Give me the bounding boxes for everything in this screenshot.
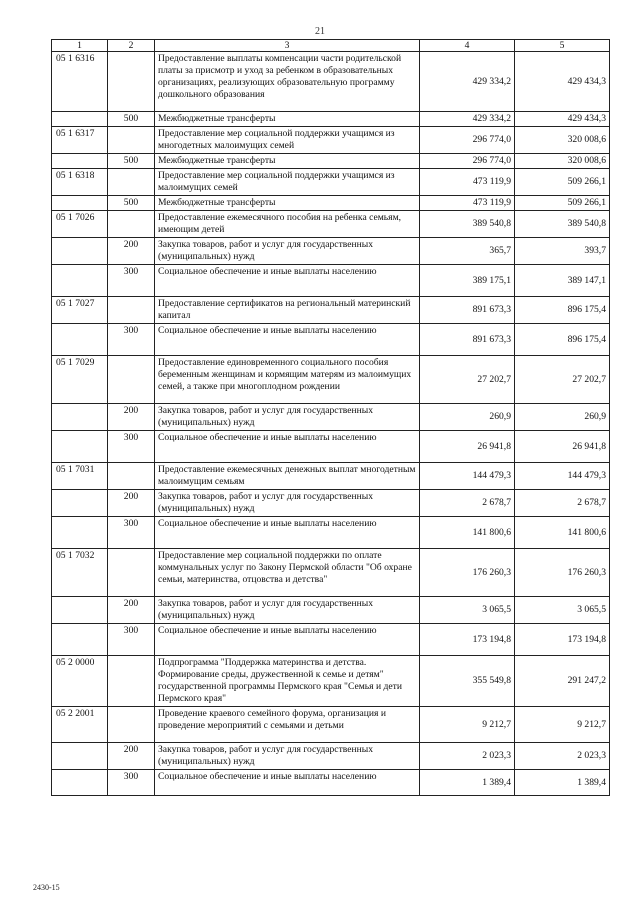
- target-code: 05 1 7026: [52, 211, 108, 238]
- target-code: [52, 196, 108, 211]
- target-code: 05 1 6317: [52, 127, 108, 154]
- amount-col-4: 891 673,3: [420, 324, 515, 356]
- target-code: [52, 517, 108, 549]
- amount-col-5: 291 247,2: [515, 656, 610, 707]
- amount-col-5: 26 941,8: [515, 431, 610, 463]
- item-name: Закупка товаров, работ и услуг для государственных (муниципальных) нужд: [155, 743, 420, 770]
- table-row: [52, 597, 610, 624]
- target-code: [52, 624, 108, 656]
- target-code: [52, 154, 108, 169]
- table-row: [52, 463, 610, 490]
- column-header: 1: [52, 40, 108, 52]
- expense-type-code: [108, 707, 155, 743]
- expense-type-code: [108, 169, 155, 196]
- item-name: Социальное обеспечение и иные выплаты населению: [155, 770, 420, 796]
- amount-col-4: 9 212,7: [420, 707, 515, 743]
- table-row: [52, 624, 610, 656]
- target-code: 05 1 7032: [52, 549, 108, 597]
- table-row: [52, 549, 610, 597]
- expense-type-code: 300: [108, 517, 155, 549]
- item-name: Социальное обеспечение и иные выплаты населению: [155, 624, 420, 656]
- expense-type-code: 500: [108, 154, 155, 169]
- document-footer-code: 2430-15: [33, 883, 60, 892]
- amount-col-4: 429 334,2: [420, 52, 515, 112]
- table-row: [52, 196, 610, 211]
- amount-col-5: 27 202,7: [515, 356, 610, 404]
- target-code: [52, 112, 108, 127]
- item-name: Межбюджетные трансферты: [155, 154, 420, 169]
- table-body: [52, 52, 610, 796]
- amount-col-4: 176 260,3: [420, 549, 515, 597]
- item-name: Подпрограмма "Поддержка материнства и детства. Формирование среды, дружественной к семье и детям" государственной программы Пермского края "Семья и дети Пермского края": [155, 656, 420, 707]
- amount-col-5: 509 266,1: [515, 169, 610, 196]
- target-code: 05 2 2001: [52, 707, 108, 743]
- item-name: Предоставление ежемесячных денежных выплат многодетным малоимущим семьям: [155, 463, 420, 490]
- amount-col-4: 891 673,3: [420, 297, 515, 324]
- amount-col-5: 320 008,6: [515, 127, 610, 154]
- amount-col-4: 2 678,7: [420, 490, 515, 517]
- item-name: Предоставление выплаты компенсации части родительской платы за присмотр и уход за ребенком в образовательных организациях, реализующих образовательную программу дошкольного образования: [155, 52, 420, 112]
- budget-table: [51, 39, 610, 796]
- amount-col-5: 144 479,3: [515, 463, 610, 490]
- amount-col-5: 389 540,8: [515, 211, 610, 238]
- expense-type-code: [108, 656, 155, 707]
- amount-col-4: 389 540,8: [420, 211, 515, 238]
- amount-col-5: 429 434,3: [515, 52, 610, 112]
- table-row: [52, 404, 610, 431]
- item-name: Закупка товаров, работ и услуг для государственных (муниципальных) нужд: [155, 404, 420, 431]
- target-code: [52, 743, 108, 770]
- item-name: Предоставление мер социальной поддержки по оплате коммунальных услуг по Закону Пермской области "Об охране семьи, материнства, отцовства и детства": [155, 549, 420, 597]
- amount-col-5: 429 434,3: [515, 112, 610, 127]
- column-header: 2: [108, 40, 155, 52]
- amount-col-5: 176 260,3: [515, 549, 610, 597]
- item-name: Предоставление мер социальной поддержки учащимся из малоимущих семей: [155, 169, 420, 196]
- table-row: [52, 238, 610, 265]
- item-name: Межбюджетные трансферты: [155, 196, 420, 211]
- table-row: [52, 656, 610, 707]
- expense-type-code: 300: [108, 265, 155, 297]
- amount-col-4: 173 194,8: [420, 624, 515, 656]
- amount-col-4: 473 119,9: [420, 169, 515, 196]
- expense-type-code: 300: [108, 770, 155, 796]
- amount-col-4: 141 800,6: [420, 517, 515, 549]
- amount-col-4: 260,9: [420, 404, 515, 431]
- item-name: Предоставление мер социальной поддержки учащимся из многодетных малоимущих семей: [155, 127, 420, 154]
- target-code: [52, 770, 108, 796]
- amount-col-4: 144 479,3: [420, 463, 515, 490]
- amount-col-4: 429 334,2: [420, 112, 515, 127]
- target-code: [52, 238, 108, 265]
- item-name: Предоставление ежемесячного пособия на ребенка семьям, имеющим детей: [155, 211, 420, 238]
- page-number: 21: [315, 26, 325, 37]
- table-row: [52, 517, 610, 549]
- table-row: [52, 211, 610, 238]
- expense-type-code: [108, 127, 155, 154]
- target-code: [52, 404, 108, 431]
- column-header: 3: [155, 40, 420, 52]
- amount-col-5: 896 175,4: [515, 297, 610, 324]
- column-header: 4: [420, 40, 515, 52]
- table-row: [52, 265, 610, 297]
- expense-type-code: [108, 356, 155, 404]
- item-name: Закупка товаров, работ и услуг для государственных (муниципальных) нужд: [155, 597, 420, 624]
- item-name: Предоставление сертификатов на региональный материнский капитал: [155, 297, 420, 324]
- target-code: [52, 490, 108, 517]
- amount-col-5: 260,9: [515, 404, 610, 431]
- expense-type-code: 200: [108, 404, 155, 431]
- table-row: [52, 154, 610, 169]
- amount-col-5: 2 678,7: [515, 490, 610, 517]
- amount-col-5: 3 065,5: [515, 597, 610, 624]
- amount-col-4: 296 774,0: [420, 154, 515, 169]
- table-row: [52, 431, 610, 463]
- item-name: Межбюджетные трансферты: [155, 112, 420, 127]
- target-code: 05 1 6316: [52, 52, 108, 112]
- expense-type-code: 200: [108, 743, 155, 770]
- expense-type-code: 300: [108, 624, 155, 656]
- amount-col-4: 26 941,8: [420, 431, 515, 463]
- expense-type-code: 500: [108, 112, 155, 127]
- expense-type-code: [108, 52, 155, 112]
- amount-col-5: 9 212,7: [515, 707, 610, 743]
- column-header: 5: [515, 40, 610, 52]
- target-code: 05 1 7027: [52, 297, 108, 324]
- expense-type-code: 200: [108, 238, 155, 265]
- amount-col-4: 3 065,5: [420, 597, 515, 624]
- amount-col-5: 2 023,3: [515, 743, 610, 770]
- amount-col-4: 27 202,7: [420, 356, 515, 404]
- item-name: Социальное обеспечение и иные выплаты населению: [155, 517, 420, 549]
- amount-col-4: 355 549,8: [420, 656, 515, 707]
- table-row: [52, 490, 610, 517]
- amount-col-5: 896 175,4: [515, 324, 610, 356]
- table-row: [52, 112, 610, 127]
- target-code: 05 2 0000: [52, 656, 108, 707]
- item-name: Предоставление единовременного социального пособия беременным женщинам и кормящим матерям из малоимущих семей, а также при многоплодном рождении: [155, 356, 420, 404]
- expense-type-code: 200: [108, 597, 155, 624]
- item-name: Закупка товаров, работ и услуг для государственных (муниципальных) нужд: [155, 238, 420, 265]
- amount-col-5: 141 800,6: [515, 517, 610, 549]
- target-code: [52, 265, 108, 297]
- item-name: Закупка товаров, работ и услуг для государственных (муниципальных) нужд: [155, 490, 420, 517]
- expense-type-code: 200: [108, 490, 155, 517]
- table-row: [52, 743, 610, 770]
- expense-type-code: [108, 463, 155, 490]
- target-code: 05 1 6318: [52, 169, 108, 196]
- table-row: [52, 356, 610, 404]
- table-row: [52, 127, 610, 154]
- expense-type-code: 500: [108, 196, 155, 211]
- expense-type-code: [108, 211, 155, 238]
- target-code: 05 1 7031: [52, 463, 108, 490]
- amount-col-5: 320 008,6: [515, 154, 610, 169]
- target-code: 05 1 7029: [52, 356, 108, 404]
- expense-type-code: [108, 549, 155, 597]
- expense-type-code: 300: [108, 431, 155, 463]
- table-row: [52, 52, 610, 112]
- amount-col-4: 365,7: [420, 238, 515, 265]
- amount-col-4: 2 023,3: [420, 743, 515, 770]
- item-name: Социальное обеспечение и иные выплаты населению: [155, 265, 420, 297]
- amount-col-5: 389 147,1: [515, 265, 610, 297]
- table-row: [52, 297, 610, 324]
- amount-col-5: 173 194,8: [515, 624, 610, 656]
- amount-col-4: 473 119,9: [420, 196, 515, 211]
- expense-type-code: [108, 297, 155, 324]
- target-code: [52, 597, 108, 624]
- item-name: Социальное обеспечение и иные выплаты населению: [155, 324, 420, 356]
- table-header-row: [52, 40, 610, 52]
- item-name: Социальное обеспечение и иные выплаты населению: [155, 431, 420, 463]
- table-row: [52, 707, 610, 743]
- table-row: [52, 770, 610, 796]
- amount-col-5: 1 389,4: [515, 770, 610, 796]
- amount-col-4: 1 389,4: [420, 770, 515, 796]
- amount-col-5: 393,7: [515, 238, 610, 265]
- item-name: Проведение краевого семейного форума, организация и проведение мероприятий с семьями и детьми: [155, 707, 420, 743]
- table-row: [52, 324, 610, 356]
- amount-col-4: 296 774,0: [420, 127, 515, 154]
- amount-col-5: 509 266,1: [515, 196, 610, 211]
- target-code: [52, 324, 108, 356]
- amount-col-4: 389 175,1: [420, 265, 515, 297]
- expense-type-code: 300: [108, 324, 155, 356]
- target-code: [52, 431, 108, 463]
- table-row: [52, 169, 610, 196]
